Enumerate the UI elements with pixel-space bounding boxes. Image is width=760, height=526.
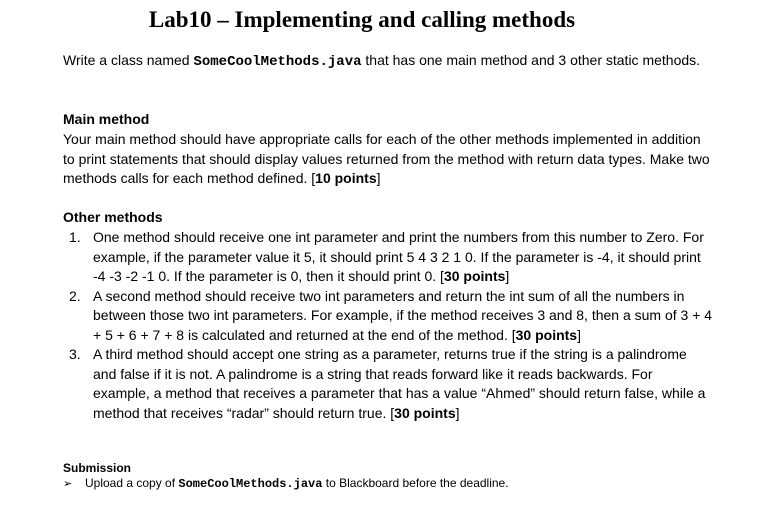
main-method-text: Your main method should have appropriate calls for each of the other methods implemented in addition to print statements that should display values returned from the method with return data types. Make two methods calls for each method defined. [ — [63, 131, 710, 186]
intro-paragraph — [63, 51, 703, 73]
list-item-close: ] — [577, 326, 581, 343]
list-item-text: One method should receive one int parameter and print the numbers from this number to Zero. For example, if the parameter value it 5, it should print 5 4 3 2 1 0. If the parameter is -4, it should print -4 -3 -2 -1 0. If the parameter is 0, then it should print 0. [ — [93, 229, 704, 284]
main-method-heading: Main method — [63, 111, 150, 127]
other-methods-heading: Other methods — [63, 209, 163, 225]
list-item-close: ] — [505, 268, 510, 284]
main-method-points: 10 points — [315, 170, 377, 186]
list-item-points: 30 points — [443, 268, 506, 284]
list-item — [63, 228, 713, 287]
submission-heading: Submission — [63, 461, 132, 475]
submission-line — [63, 475, 703, 492]
list-item-number: 3. — [69, 346, 81, 362]
other-methods-list — [63, 228, 713, 423]
list-item-number: 1. — [69, 229, 81, 245]
list-item-close: ] — [455, 404, 460, 421]
page-title: Lab10 – Implementing and calling methods — [148, 7, 576, 32]
main-method-close: ] — [376, 170, 381, 186]
intro-text-after: that has one main method and 3 other static methods. — [361, 52, 701, 68]
submission-text-before: Upload a copy of — [85, 476, 179, 490]
list-item — [63, 287, 713, 346]
main-method-paragraph — [63, 130, 713, 189]
list-item-points: 30 points — [515, 326, 578, 343]
intro-filename: SomeCoolMethods.java — [193, 54, 362, 70]
arrow-bullet-icon: ➢ — [63, 478, 73, 490]
list-item-text: A third method should accept one string as a parameter, returns true if the string is a palindrome and false if it is not. A palindrome is a string that reads forward like it reads backwards. For example, a method that receives a parameter that has a value “Ahmed” should return false, while a method that receives “radar” should return true. [ — [93, 346, 706, 421]
list-item-number: 2. — [69, 287, 81, 304]
submission-filename: SomeCoolMethods.java — [178, 477, 323, 491]
list-item-text: A second method should receive two int parameters and return the int sum of all the numbers in between those two int parameters. For example, if the method receives 3 and 8, then a sum of 3 + 4 + 5 + 6 + 7 + 8 is calculated and returned at the end of the method. [ — [93, 287, 713, 343]
submission-text-after: to Blackboard before the deadline. — [322, 476, 509, 490]
intro-text-before: Write a class named — [63, 52, 194, 68]
list-item-points: 30 points — [394, 404, 456, 421]
list-item — [63, 345, 713, 423]
